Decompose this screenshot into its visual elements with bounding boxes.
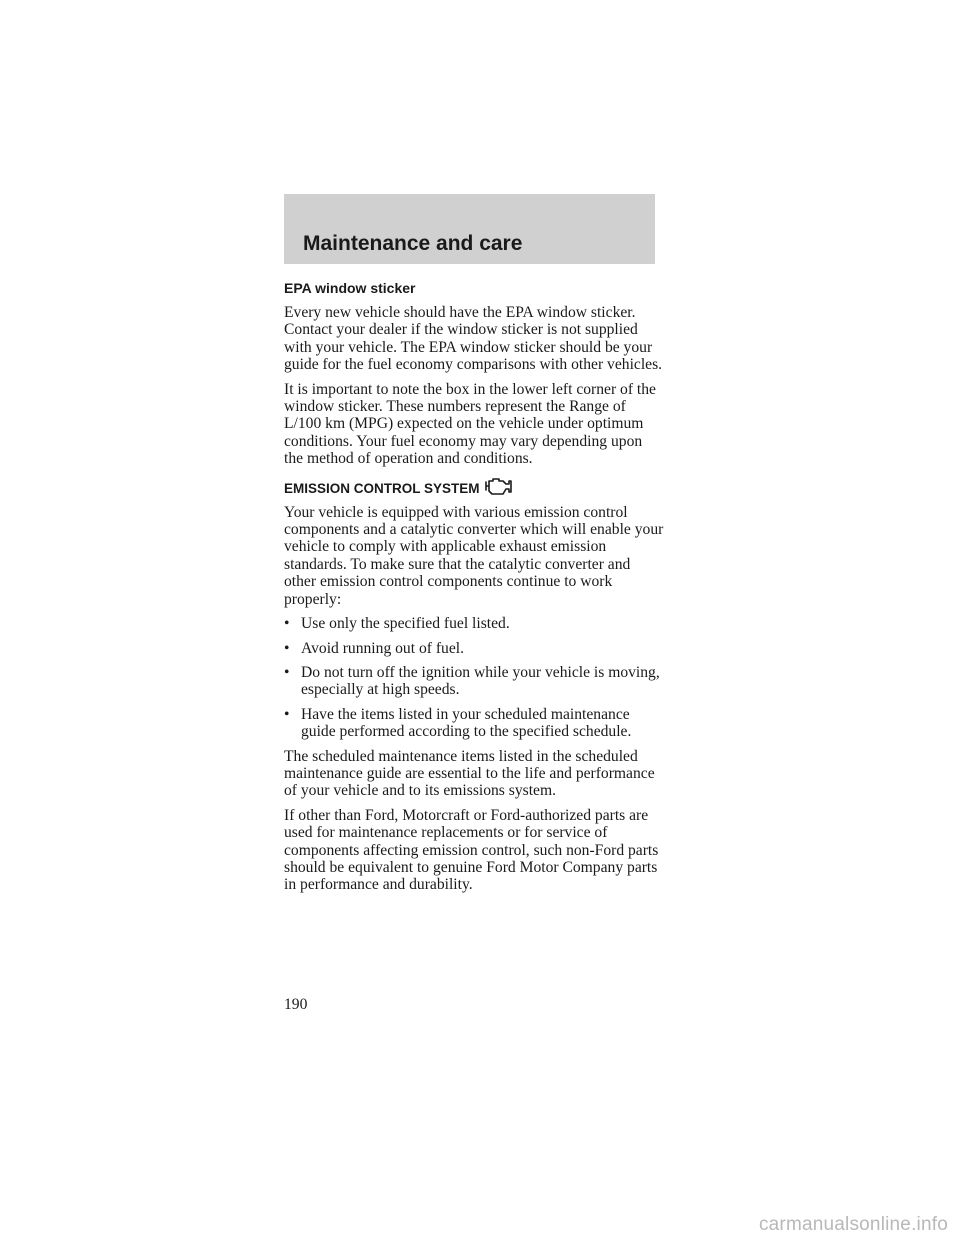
page-content: [284, 280, 664, 901]
list-item-text: Have the items listed in your scheduled maintenance guide performed according to the specified schedule.: [301, 705, 632, 741]
list-item: [284, 615, 664, 632]
watermark: carmanualsonline.info: [758, 1214, 948, 1235]
bullet-glyph: •: [284, 639, 290, 657]
emission-paragraph-2: The scheduled maintenance items listed in the scheduled maintenance guide are essential to the life and performance of your vehicle and to its emissions system.: [284, 747, 655, 800]
emission-heading: [284, 475, 664, 497]
epa-paragraph-2: It is important to note the box in the lower left corner of the window sticker. These numbers represent the Range of L/100 km (MPG) expected on the vehicle under optimum conditions. Your fuel economy may vary depending upon the method of operation and conditions.: [284, 380, 656, 468]
list-item: [284, 664, 664, 699]
list-item-text: Use only the specified fuel listed.: [301, 615, 510, 633]
list-item: [284, 706, 664, 741]
bullet-glyph: •: [284, 615, 290, 633]
emission-paragraph-3: If other than Ford, Motorcraft or Ford-authorized parts are used for maintenance replacements or for service of components affecting emission control, such non-Ford parts should be equivalent to genuine Ford Motor Company parts in performance and durability.: [284, 806, 659, 894]
page-number: 190: [284, 996, 308, 1013]
epa-paragraph-1: Every new vehicle should have the EPA window sticker. Contact your dealer if the window sticker is not supplied with your vehicle. The EPA window sticker should be your guide for the fuel economy comparisons with other vehicles.: [284, 304, 663, 374]
page-header-title: Maintenance and care: [303, 232, 523, 255]
emission-bullet-list: [284, 615, 664, 740]
list-item: [284, 640, 664, 657]
bullet-glyph: •: [284, 663, 290, 681]
check-engine-icon: [482, 475, 516, 497]
emission-paragraph-1: Your vehicle is equipped with various emission control components and a catalytic converter which will enable your vehicle to comply with applicable exhaust emission standards. To make sure that the catalytic converter and other emission control components continue to work properly:: [284, 503, 664, 608]
bullet-glyph: •: [284, 705, 290, 723]
emission-heading-text: EMISSION CONTROL SYSTEM: [284, 480, 480, 496]
list-item-text: Do not turn off the ignition while your vehicle is moving, especially at high speeds.: [301, 663, 660, 699]
epa-heading: EPA window sticker: [284, 280, 416, 296]
list-item-text: Avoid running out of fuel.: [301, 639, 464, 657]
